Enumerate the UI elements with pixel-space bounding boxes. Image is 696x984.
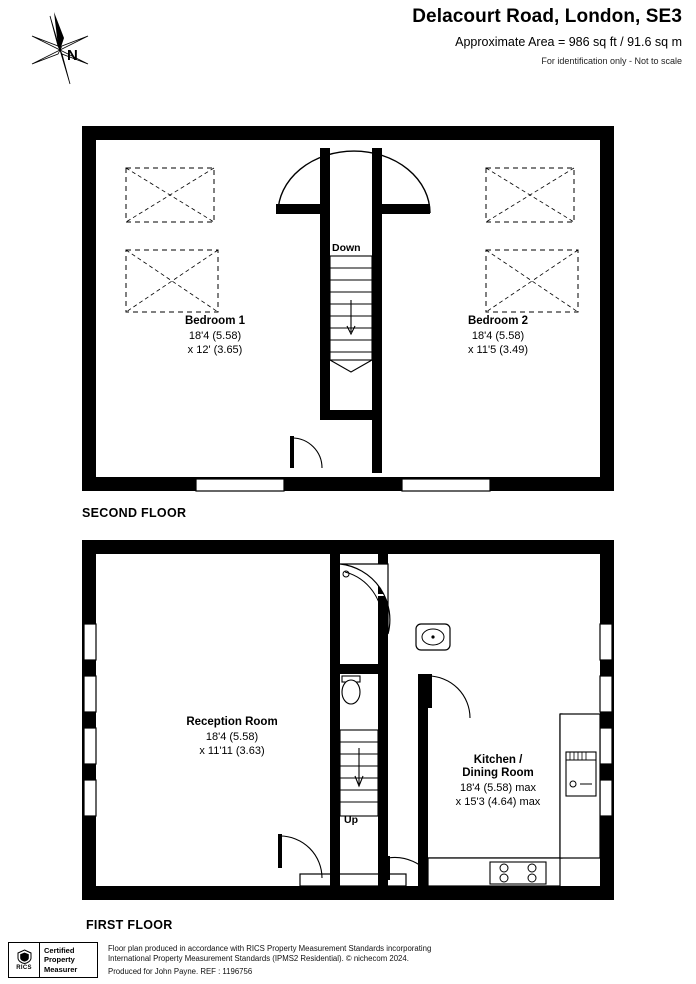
rics-emblem-icon — [16, 949, 33, 964]
area-summary: Approximate Area = 986 sq ft / 91.6 sq m — [455, 35, 682, 49]
room-dim-2: x 15'3 (4.64) max — [455, 796, 541, 808]
room-label-kitchen-dining — [408, 753, 588, 809]
window-first-left-b — [84, 676, 96, 712]
window-first-left-c — [84, 728, 96, 764]
window-first-bottom — [300, 874, 406, 886]
room-dim-2: x 12' (3.65) — [187, 344, 243, 356]
floor-label-first: FIRST FLOOR — [86, 918, 173, 932]
room-name: Bedroom 1 — [184, 315, 246, 327]
floor-label-second: SECOND FLOOR — [82, 506, 187, 520]
stair-direction-down: Down — [332, 242, 361, 254]
second-floor-plan — [82, 126, 614, 491]
room-name-line2: Dining Room — [462, 767, 534, 779]
badge-line-3: Measurer — [44, 964, 78, 974]
room-name: Bedroom 2 — [467, 315, 529, 327]
room-label-bedroom-1 — [140, 314, 290, 357]
wc-fixture — [342, 676, 360, 704]
room-dim-2: x 11'11 (3.63) — [199, 745, 265, 757]
window-first-right-a — [600, 624, 612, 660]
rics-wordmark: RICS — [16, 965, 32, 971]
room-dim-1: 18'4 (5.58) — [188, 330, 242, 342]
basin-fixture — [416, 624, 450, 650]
room-dim-1: 18'4 (5.58) — [205, 731, 259, 743]
room-label-bedroom-2 — [422, 314, 574, 357]
stair-direction-up: Up — [344, 814, 358, 826]
badge-line-2: Property — [44, 955, 75, 965]
footer-disclaimer — [108, 944, 668, 978]
window-first-right-d — [600, 780, 612, 816]
badge-line-1: Certified — [44, 945, 75, 955]
window-second-right — [402, 479, 490, 491]
compass-north-letter: N — [67, 47, 78, 64]
room-label-reception-room — [128, 715, 336, 758]
room-dim-1: 18'4 (5.58) — [471, 330, 525, 342]
rics-certified-badge — [8, 942, 98, 978]
page-title: Delacourt Road, London, SE3 — [412, 6, 682, 27]
disclaimer-note: For identification only - Not to scale — [541, 56, 682, 66]
room-dim-2: x 11'5 (3.49) — [468, 344, 528, 356]
window-first-left-d — [84, 780, 96, 816]
footer-line-2: International Property Measurement Standards (IPMS2 Residential). © nichecom 2024. — [108, 954, 409, 963]
footer — [0, 934, 696, 984]
window-second-left — [196, 479, 284, 491]
window-first-right-b — [600, 676, 612, 712]
room-dim-1: 18'4 (5.58) max — [459, 782, 537, 794]
window-first-left-a — [84, 624, 96, 660]
rics-badge-text — [40, 946, 97, 975]
footer-line-1: Floor plan produced in accordance with RICS Property Measurement Standards incorporating — [108, 943, 432, 953]
rics-logo-icon — [9, 943, 40, 977]
appliance-hob — [490, 862, 546, 884]
room-name: Reception Room — [186, 716, 278, 728]
window-first-right-c — [600, 728, 612, 764]
footer-line-3: Produced for John Payne. REF : 1196756 — [108, 966, 253, 976]
room-name: Kitchen / — [473, 754, 523, 766]
